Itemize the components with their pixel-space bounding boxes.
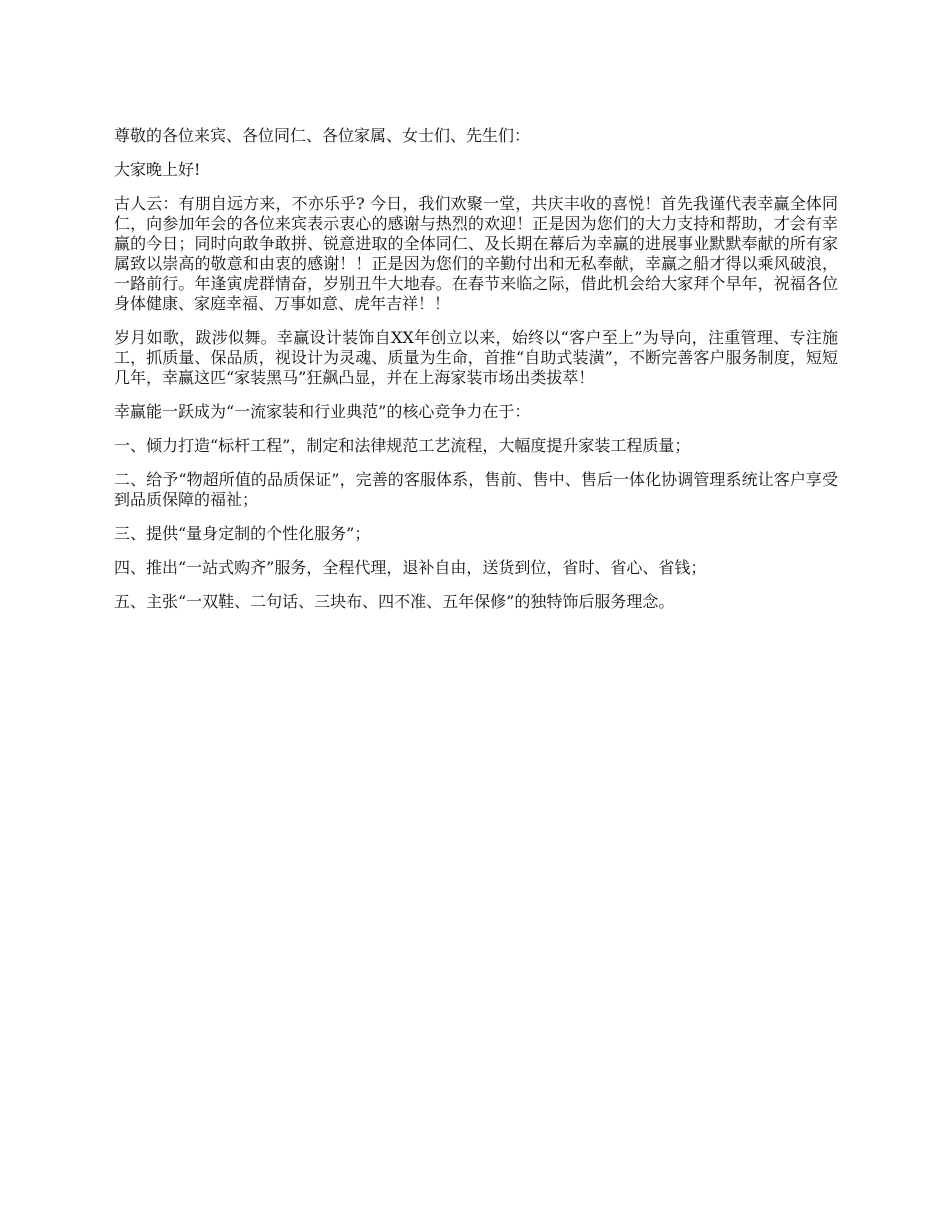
greeting: 大家晚上好! bbox=[114, 160, 201, 179]
paragraph-welcome: 古人云：有朋自远方来，不亦乐乎? 今日，我们欢聚一堂，共庆丰收的喜悦！首先我谨代表幸赢全体同仁，向参加年会的各位来宾表示衷心的感谢与热烈的欢迎！正是因为您们的大力支持和帮助，才会有幸赢的今日；同时向敢争敢拼、锐意进取的全体同仁、及长期在幕后为幸赢的进展事业默默奉献的所有家属致以崇高的敬意和由衷的感谢！！正是因为您们的辛勤付出和无私奉献，幸赢之船才得以乘风破浪，一路前行。年逢寅虎群情奋，岁别丑牛大地春。在春节来临之际，借此机会给大家拜个早年，祝福各位身体健康、家庭幸福、万事如意、虎年吉祥！！ bbox=[114, 194, 838, 313]
list-item-3: 三、提供“量身定制的个性化服务”； bbox=[114, 524, 371, 543]
salutation: 尊敬的各位来宾、各位同仁、各位家属、女士们、先生们： bbox=[114, 126, 531, 145]
list-item-1: 一、倾力打造“标杆工程”，制定和法律规范工艺流程，大幅度提升家装工程质量； bbox=[114, 436, 691, 455]
list-item-2: 二、给予“物超所值的品质保证”，完善的客服体系，售前、售中、售后一体化协调管理系统让客户享受到品质保障的福祉； bbox=[114, 470, 838, 509]
list-item-5: 五、主张“一双鞋、二句话、三块布、四不准、五年保修”的独特饰后服务理念。 bbox=[114, 592, 675, 611]
paragraph-history: 岁月如歌，跋涉似舞。幸赢设计装饰自XX年创立以来，始终以“客户至上”为导向，注重管理、专注施工，抓质量、保品质，视设计为灵魂、质量为生命，首推“自助式装潢”，不断完善客户服务制度，短短几年，幸赢这匹“家装黑马”狂飙凸显，并在上海家装市场出类拔萃！ bbox=[114, 328, 838, 387]
document-body bbox=[114, 126, 838, 626]
list-item-4: 四、推出“一站式购齐”服务，全程代理，退补自由，送货到位，省时、省心、省钱； bbox=[114, 558, 707, 577]
paragraph-core-competence: 幸赢能一跃成为“一流家装和行业典范”的核心竞争力在于： bbox=[114, 402, 531, 421]
